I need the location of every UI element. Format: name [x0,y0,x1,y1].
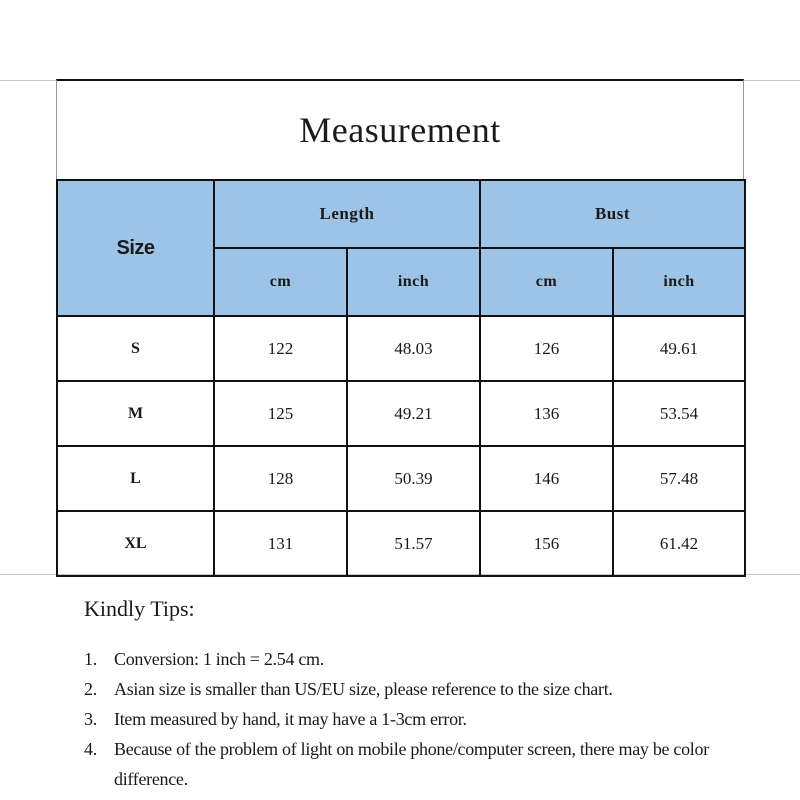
tips-list [84,644,784,794]
table-header-row [57,180,745,248]
table-row [57,511,745,576]
list-item-number: 4. [84,739,97,759]
size-chart [56,79,744,574]
length-inch-cell: 51.57 [347,511,480,576]
table-row [57,446,745,511]
length-inch-cell: 48.03 [347,316,480,381]
bust-inch-cell: 49.61 [613,316,745,381]
bust-cm-header: cm [480,248,613,316]
kindly-tips [84,596,784,794]
list-item-text: Asian size is smaller than US/EU size, please reference to the size chart. [114,679,613,699]
length-cm-cell: 131 [214,511,347,576]
length-inch-cell: 49.21 [347,381,480,446]
bust-inch-header: inch [613,248,745,316]
size-cell: M [57,381,214,446]
bust-cm-cell: 156 [480,511,613,576]
list-item [84,734,784,794]
bust-inch-cell: 57.48 [613,446,745,511]
length-inch-cell: 50.39 [347,446,480,511]
size-cell: L [57,446,214,511]
list-item-number: 3. [84,709,97,729]
bust-cm-cell: 136 [480,381,613,446]
list-item-text: Item measured by hand, it may have a 1-3cm error. [114,709,467,729]
length-cm-header: cm [214,248,347,316]
list-item-text: Conversion: 1 inch = 2.54 cm. [114,649,324,669]
bust-inch-cell: 53.54 [613,381,745,446]
table-row [57,316,745,381]
length-cm-cell: 125 [214,381,347,446]
list-item-text: Because of the problem of light on mobile phone/computer screen, there may be color difference. [114,739,709,789]
size-column-header: Size [57,180,214,316]
length-group-header: Length [214,180,480,248]
size-cell: S [57,316,214,381]
list-item-number: 2. [84,679,97,699]
tips-title: Kindly Tips: [84,596,195,621]
list-item [84,674,784,704]
bust-group-header: Bust [480,180,745,248]
size-cell: XL [57,511,214,576]
list-item-number: 1. [84,649,97,669]
size-table [56,179,746,577]
bust-cm-cell: 126 [480,316,613,381]
length-cm-cell: 128 [214,446,347,511]
length-cm-cell: 122 [214,316,347,381]
bust-cm-cell: 146 [480,446,613,511]
list-item [84,644,784,674]
list-item [84,704,784,734]
table-row [57,381,745,446]
bust-inch-cell: 61.42 [613,511,745,576]
chart-title: Measurement [56,79,744,179]
length-inch-header: inch [347,248,480,316]
